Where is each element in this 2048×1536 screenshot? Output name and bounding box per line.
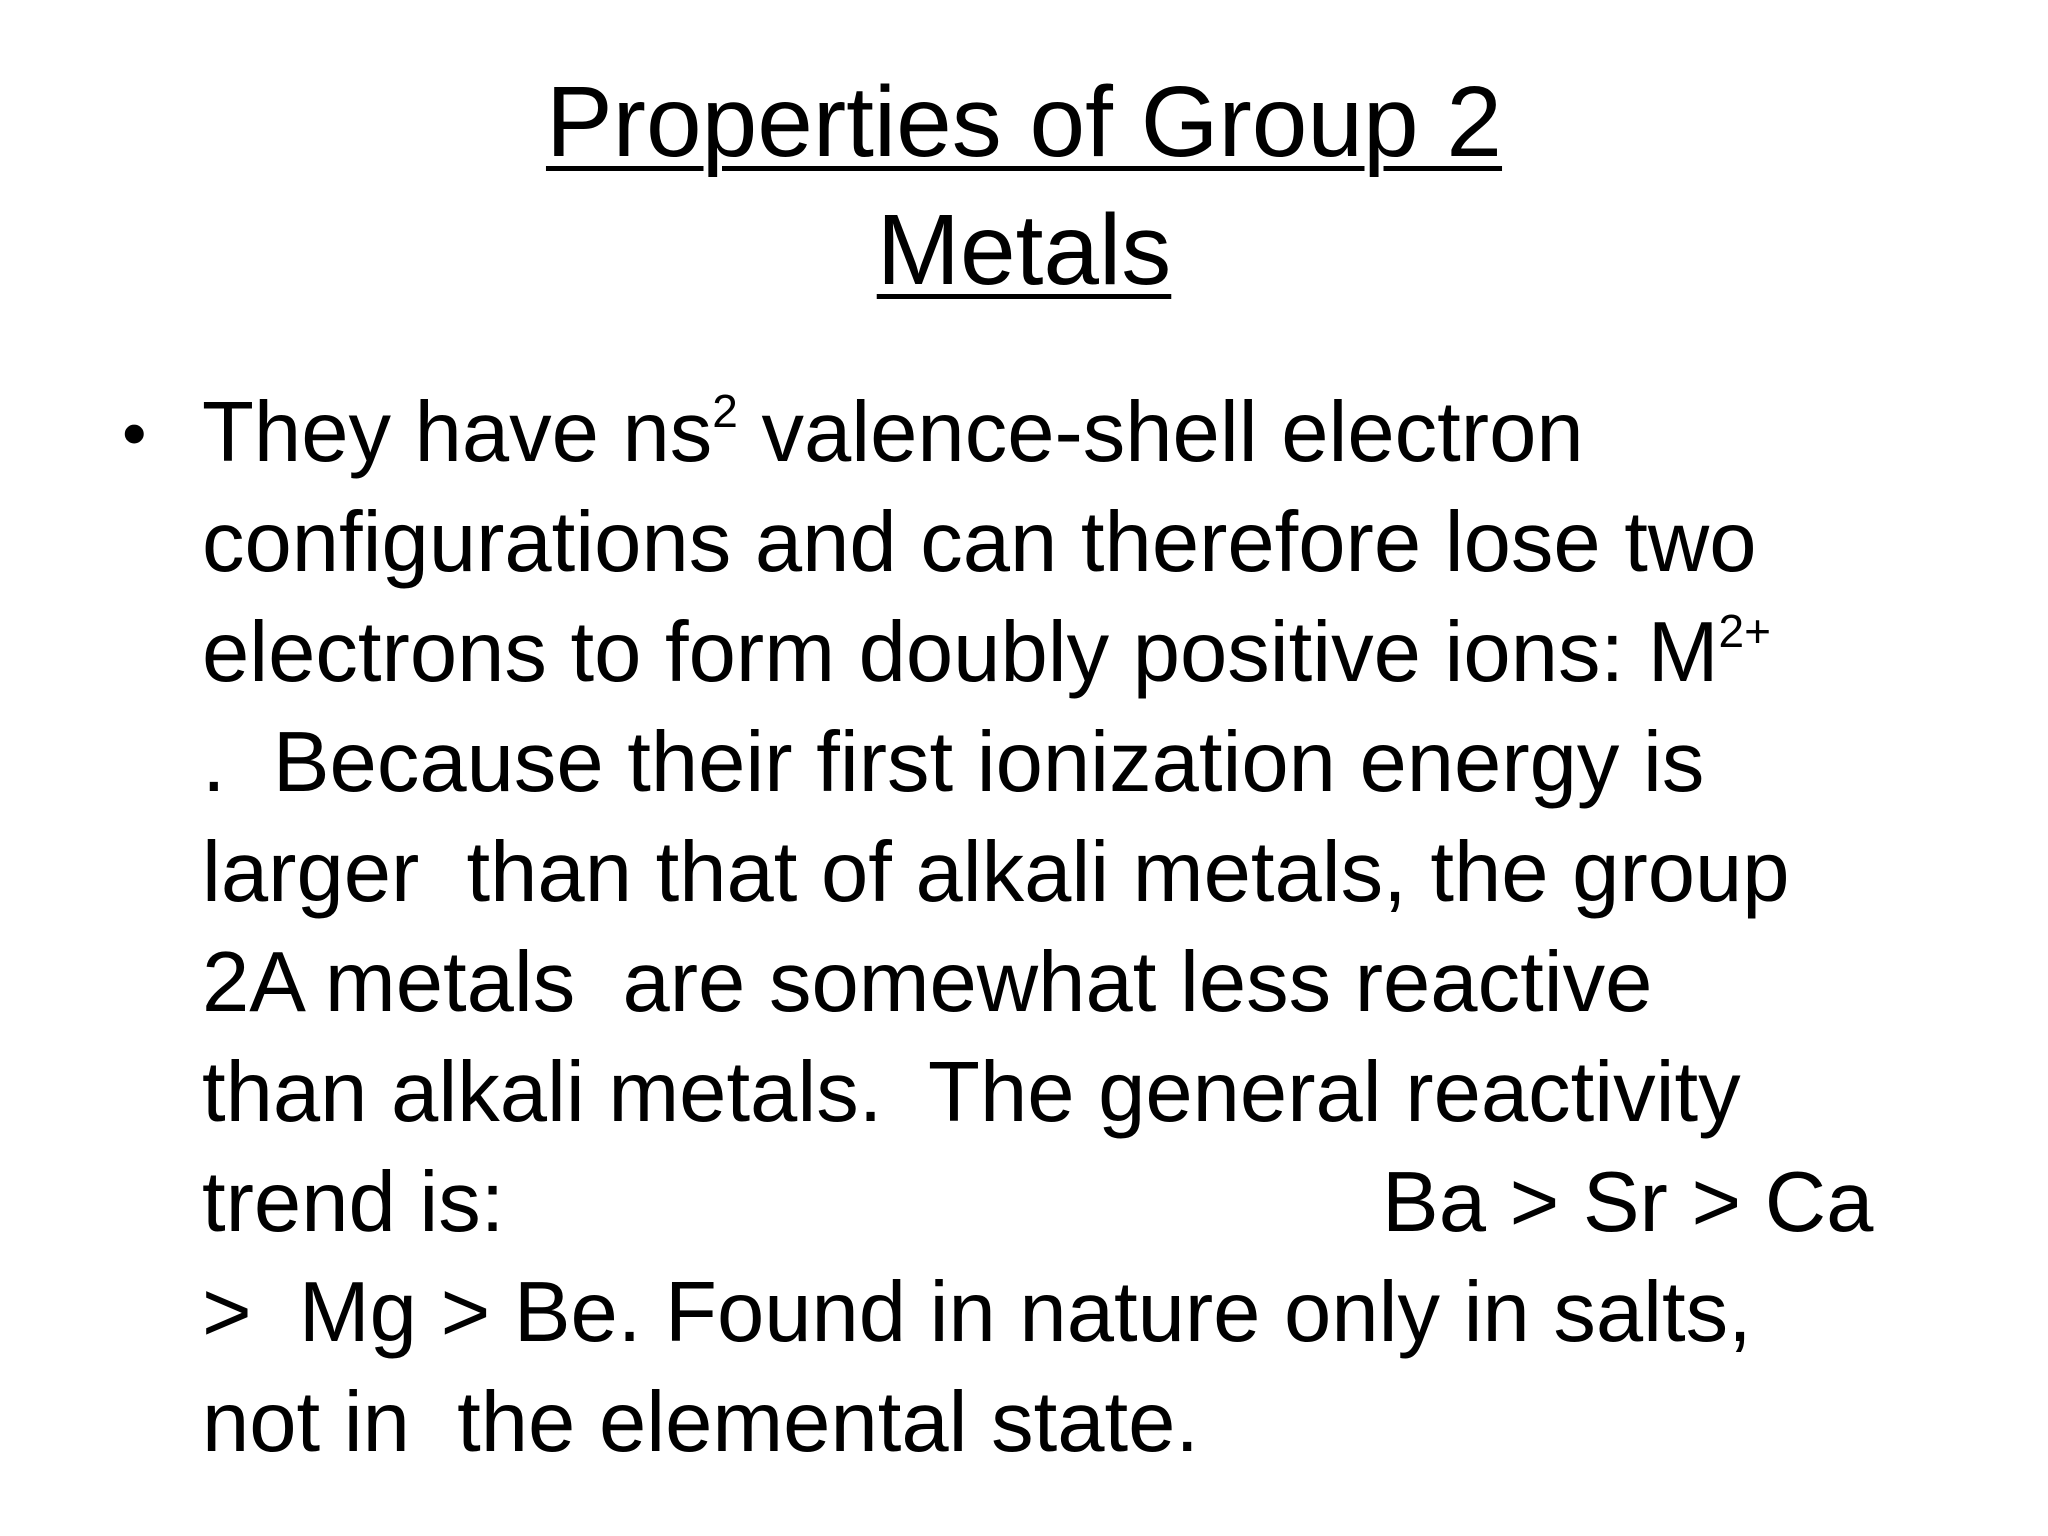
text-line-7: than alkali metals. The general reactivity	[202, 1045, 1741, 1140]
bullet-text	[202, 378, 2048, 1478]
text-line-8: trend is: Ba > Sr > Ca	[202, 1148, 2048, 1258]
text-line-6: 2A metals are somewhat less reactive	[202, 935, 1653, 1030]
text-line-9: > Mg > Be. Found in nature only in salts,	[202, 1265, 1752, 1360]
title-line-2: Metals	[876, 194, 1172, 306]
slide-title	[0, 58, 2048, 314]
text-line-5: larger than that of alkali metals, the group	[202, 825, 1790, 920]
reactivity-trend: Ba > Sr > Ca	[1382, 1155, 1874, 1250]
text-line-3: electrons to form doubly positive ions: $M^{2+}$	[202, 605, 1771, 700]
superscript-2: 2	[712, 385, 738, 437]
title-line-1: Properties of Group 2	[545, 66, 1503, 178]
text-line-1: They have $ns^2$ valence-shell electron	[202, 385, 1584, 480]
text-line-4: . Because their first ionization energy is	[202, 715, 1705, 810]
superscript-2plus: 2+	[1718, 605, 1771, 657]
text-line-10: not in the elemental state.	[202, 1375, 1200, 1470]
bullet-dot-icon: •	[122, 394, 147, 472]
text-line-2: configurations and can therefore lose two	[202, 495, 1757, 590]
